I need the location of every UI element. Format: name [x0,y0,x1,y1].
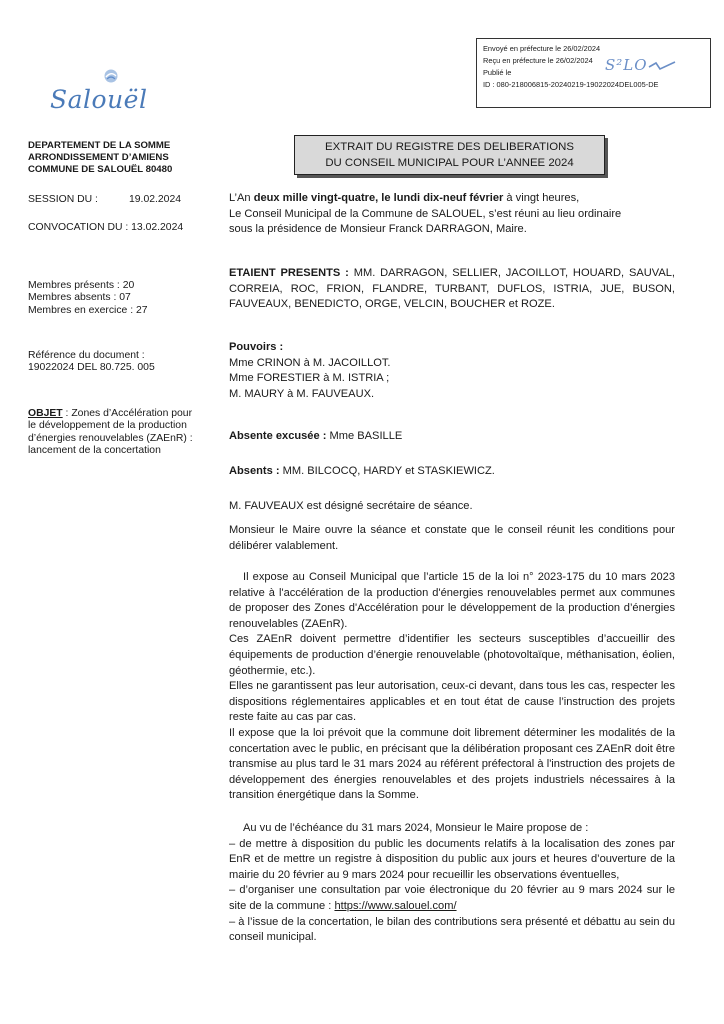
commune-website-link[interactable]: https://www.salouel.com/ [334,899,457,912]
stamp-signature-logo: S²LO [605,59,676,71]
department-line: DEPARTEMENT DE LA SOMME [28,140,171,151]
expose-section: Il expose au Conseil Municipal que l’article 15 de la loi n° 2023-175 du 10 mars 2023 relative à l'accélération de la production d'énergies renouvelables permet aux communes de proposer des Zones d'Accélération pour le développement de la production d’énergies renouvelables (ZAEnR). Ces ZAEnR doivent permettre d’identifier les secteurs susceptibles d’accueillir des équipements de production d’énergie renouvelable (photovoltaïque, méthanisation, éolien, géothermie, etc.). Elles ne garantissent pas leur autorisation, ceux-ci devant, dans tous les cas, respecter les dispositions réglementaires applicables et en tout état de cause l’instruction des projets reste faite au cas par cas. Il expose que la loi prévoit que la commune doit librement déterminer les modalités de la concertation avec le public, en précisant que la délibération proposant ces ZAEnR doit être transmise au plus tard le 31 mars 2024 au référent préfectoral à l'instruction des projets de développement des énergies renouvelables et des projets industriels nécessaires à la transition énergétique dans la Somme. [229,571,675,802]
mayor-proposals: Au vu de l’échéance du 31 mars 2024, Monsieur le Maire propose de : – de mettre à disposition du public les documents relatifs à la localisation des zones par EnR et de mettre un registre à disposition du public aux jours et heures d’ouverture de la mairie du 20 février au 9 mars 2024 pour recueillir les observations éventuelles, – d’organiser une consultation par voie électronique du 20 février au 9 mars 2024 sur le site de la commune : https://www.salouel.com/ – à l’issue de la concertation, le bilan des contributions sera présenté et débattu au sein du conseil municipal. [229,822,675,944]
absents-list: Absents : MM. BILCOCQ, HARDY et STASKIEWICZ. [229,465,495,477]
quorum-statement: Monsieur le Maire ouvre la séance et constate que le conseil réunit les conditions pour délibérer valablement. [229,524,675,552]
session-intro: L’An deux mille vingt-quatre, le lundi dix-neuf février à vingt heures, Le Conseil Municipal de la Commune de SALOUEL, s’est réuni au lieu ordinaire sous la présidence de Monsieur Franck DARRAGON, Maire. [229,192,622,236]
members-count: Membres présents : 20 Membres absents : 07 Membres en exercice : 27 [28,280,148,316]
secretary-designation: M. FAUVEAUX est désigné secrétaire de séance. [229,500,473,512]
attendees-present: ETAIENT PRESENTS : MM. DARRAGON, SELLIER, JACOILLOT, HOUARD, SAUVAL, CORREIA, ROC, FRION, FLANDRE, TURBANT, DUFLOS, ISTRIA, JUE, BUSON, FAUVEAUX, BENEDICTO, ORGE, VELCIN, BOUCHER et ROZE. [229,267,675,311]
prefecture-stamp [476,38,711,108]
objet-block: OBJET : Zones d’Accélération pour le développement de la production d’énergies renouvelables (ZAEnR) : lancement de la concertation [28,408,193,457]
objet-label: OBJET [28,408,63,419]
title-line-1: EXTRAIT DU REGISTRE DES DELIBERATIONS [325,141,574,153]
logo-emblem-icon [103,68,119,84]
session-date: SESSION DU : 19.02.2024 [28,194,182,205]
commune-line: COMMUNE DE SALOUËL 80480 [28,164,173,175]
stamp-id: ID : 080-218006815-20240219-19022024DEL005-DE [483,80,659,89]
excused-absent: Absente excusée : Mme BASILLE [229,430,403,442]
stamp-received-date: Reçu en préfecture le 26/02/2024 [483,56,593,65]
title-line-2: DU CONSEIL MUNICIPAL POUR L’ANNEE 2024 [325,157,574,169]
stamp-published: Publié le [483,68,512,77]
document-reference: Référence du document : 19022024 DEL 80.725. 005 [28,350,155,374]
salouel-logo [50,68,170,123]
arrondissement-line: ARRONDISSEMENT D’AMIENS [28,152,169,163]
convocation-date: CONVOCATION DU : 13.02.2024 [28,222,184,233]
stamp-sent-date: Envoyé en préfecture le 26/02/2024 [483,44,601,53]
logo-wordmark: Salouël [50,85,148,114]
proxies-block: Pouvoirs : Mme CRINON à M. JACOILLOT. Mme FORESTIER à M. ISTRIA ; M. MAURY à M. FAUVEAUX. [229,341,391,400]
department-header [28,140,172,176]
registry-title-box [294,135,605,175]
